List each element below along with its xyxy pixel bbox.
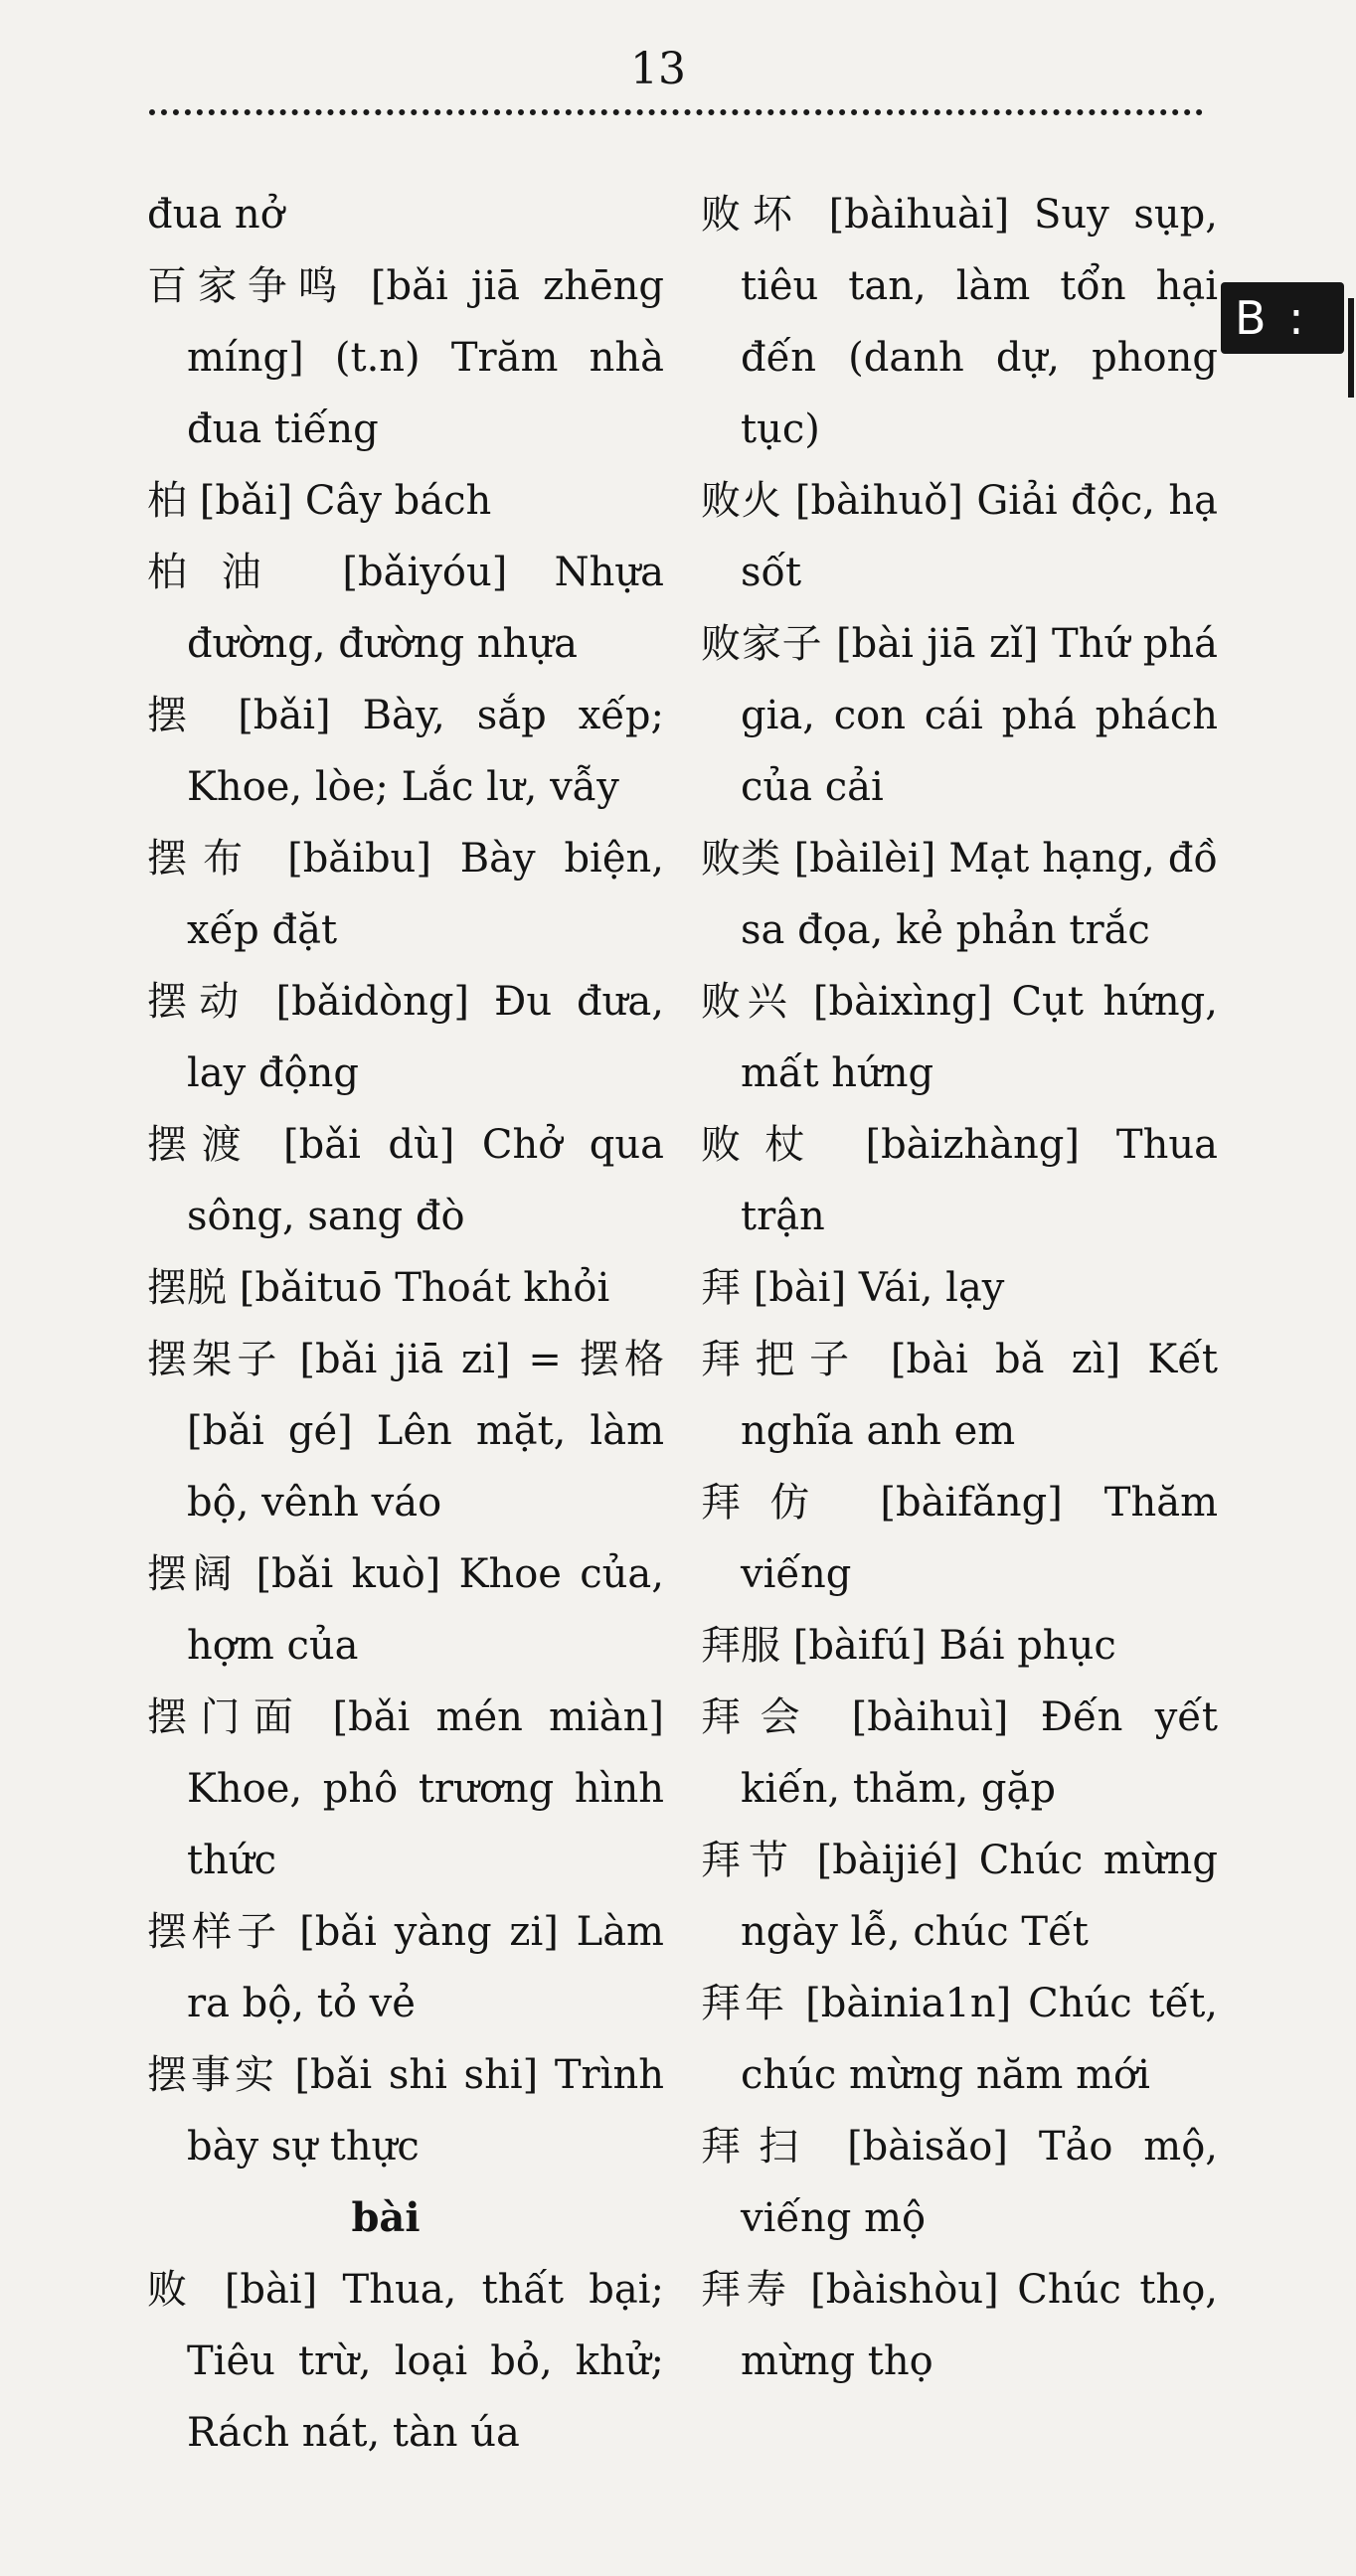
dictionary-entry: 拜会 [bàihuì] Đến yết kiến, thăm, gặp	[701, 1694, 1218, 1812]
dictionary-entry: 拜 [bài] Vái, lạy	[701, 1265, 1005, 1311]
dictionary-entry: 拜服 [bàifú] Bái phục	[701, 1623, 1116, 1669]
dictionary-entry: 柏 [bǎi] Cây bách	[147, 478, 492, 524]
dictionary-entry: 败家子 [bài jiā zǐ] Thứ phá gia, con cái phá phách của cải	[701, 621, 1218, 810]
dictionary-entry: 拜寿 [bàishòu] Chúc thọ, mừng thọ	[701, 2267, 1218, 2384]
right-column	[701, 179, 1218, 2397]
dictionary-entry: 摆门面 [bǎi mén miàn] Khoe, phô trương hình thức	[147, 1694, 664, 1883]
dictionary-entry: 败 [bài] Thua, thất bại; Tiêu trừ, loại bỏ, khử; Rách nát, tàn úa	[147, 2267, 664, 2456]
dictionary-entry: 败兴 [bàixìng] Cụt hứng, mất hứng	[701, 979, 1218, 1096]
dictionary-entry: 拜仿 [bàifǎng] Thăm viếng	[701, 1480, 1218, 1597]
dictionary-entry: 柏油 [bǎiyóu] Nhựa đường, đường nhựa	[147, 550, 664, 667]
dictionary-entry: 摆渡 [bǎi dù] Chở qua sông, sang đò	[147, 1122, 664, 1239]
dotted-rule	[149, 109, 1203, 115]
dictionary-entry: 摆阔 [bǎi kuò] Khoe của, hợm của	[147, 1551, 664, 1669]
dictionary-entry: 败杖 [bàizhàng] Thua trận	[701, 1122, 1218, 1239]
dictionary-entry: 拜扫 [bàisǎo] Tảo mộ, viếng mộ	[701, 2124, 1218, 2241]
dictionary-entry: 败火 [bàihuǒ] Giải độc, hạ sốt	[701, 478, 1218, 595]
dictionary-entry: 败类 [bàilèi] Mạt hạng, đồ sa đọa, kẻ phản trắc	[701, 836, 1218, 953]
dictionary-entry: 摆事实 [bǎi shi shi] Trình bày sự thực	[147, 2052, 664, 2170]
dictionary-entry: 败坏 [bàihuài] Suy sụp, tiêu tan, làm tổn hại đến (danh dự, phong tục)	[701, 192, 1218, 452]
section-heading: bài	[351, 2194, 421, 2241]
dictionary-entry: 百家争鸣 [bǎi jiā zhēng míng] (t.n) Trăm nhà đua tiếng	[147, 263, 664, 452]
dictionary-entry: 摆 [bǎi] Bày, sắp xếp; Khoe, lòe; Lắc lư, vẫy	[147, 693, 664, 810]
left-column	[147, 179, 664, 2469]
dictionary-entry: 摆架子 [bǎi jiā zi] = 摆格 [bǎi gé] Lên mặt, làm bộ, vênh váo	[147, 1337, 664, 1526]
dictionary-entry: 拜节 [bàijié] Chúc mừng ngày lễ, chúc Tết	[701, 1838, 1218, 1955]
edge-bar	[1348, 298, 1354, 398]
dictionary-entry: 摆样子 [bǎi yàng zi] Làm ra bộ, tỏ vẻ	[147, 1909, 664, 2026]
dictionary-entry: 拜年 [bàinia1n] Chúc tết, chúc mừng năm mới	[701, 1981, 1218, 2098]
dictionary-entry: 摆脱 [bǎituō Thoát khỏi	[147, 1265, 610, 1311]
side-tab: B :	[1221, 282, 1344, 354]
dictionary-entry: 拜把子 [bài bǎ zì] Kết nghĩa anh em	[701, 1337, 1218, 1454]
page-number: 13	[630, 44, 686, 94]
dictionary-entry: 摆动 [bǎidòng] Đu đưa, lay động	[147, 979, 664, 1096]
dictionary-entry: 摆布 [bǎibu] Bày biện, xếp đặt	[147, 836, 664, 953]
dictionary-entry: đua nở	[147, 192, 284, 238]
